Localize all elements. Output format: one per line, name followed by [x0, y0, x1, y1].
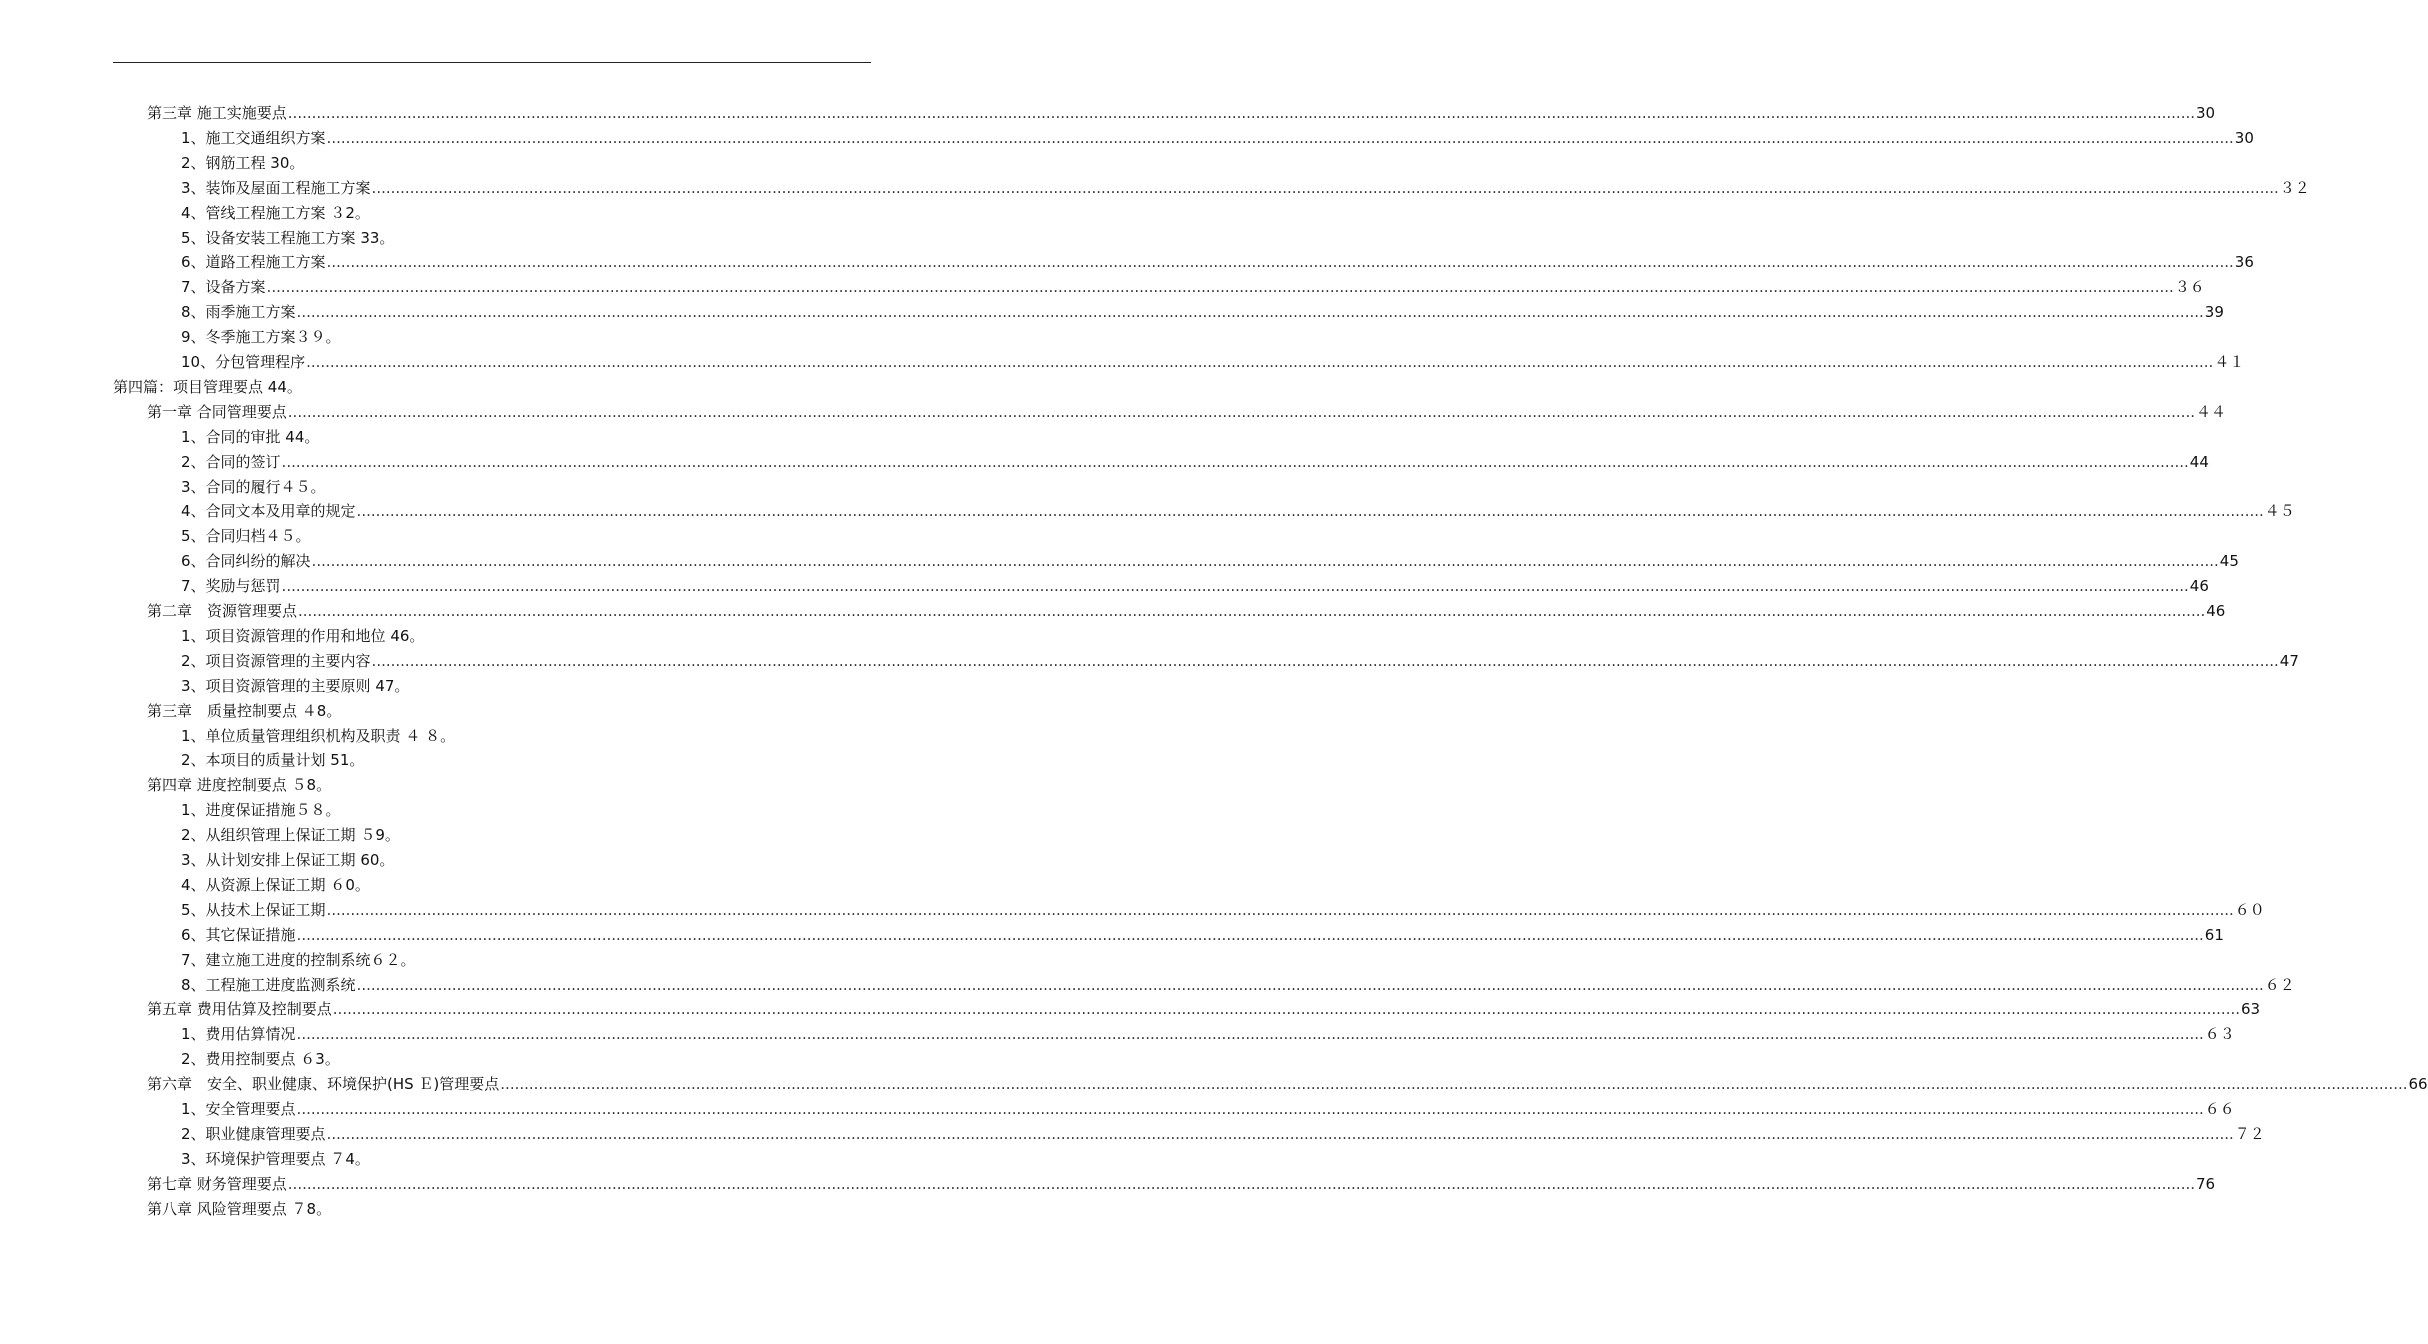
toc-entry-title: 8、雨季施工方案: [181, 303, 296, 322]
toc-entry: [181, 176, 2310, 201]
toc-entry-title: 1、项目资源管理的作用和地位 46。: [181, 626, 425, 645]
toc-entry-title: 第二章 资源管理要点: [147, 602, 298, 620]
toc-dot-leader: ................................................................................................................................................................................................................................................................................................................................................................................................................: [356, 975, 2264, 994]
toc-entry: [181, 425, 319, 450]
toc-dot-leader: ................................................................................................................................................................................................................................................................................................................................................................................................................: [371, 651, 2279, 670]
toc-entry-title: 第一章 合同管理要点: [147, 402, 287, 421]
toc-entry-title: 1、单位质量管理组织机构及职责 ４ ８。: [181, 726, 456, 745]
toc-entry: [181, 649, 2299, 674]
toc-dot-leader: ................................................................................................................................................................................................................................................................................................................................................................................................................: [296, 1100, 2204, 1118]
toc-entry-page: 44: [2189, 452, 2209, 471]
toc-entry-page: ６２: [2264, 975, 2295, 994]
toc-entry: [181, 226, 394, 251]
toc-entry-title: 4、从资源上保证工期 ６0。: [181, 875, 370, 894]
toc-dot-leader: ................................................................................................................................................................................................................................................................................................................................................................................................................: [326, 128, 2234, 147]
toc-entry-page: ６３: [2204, 1025, 2235, 1044]
toc-entry: [181, 973, 2295, 998]
toc-entry-title: 7、设备方案: [181, 278, 266, 297]
toc-dot-leader: ................................................................................................................................................................................................................................................................................................................................................................................................................: [326, 1124, 2234, 1143]
toc-entry-title: 3、合同的履行４５。: [181, 477, 326, 496]
header-rule: [113, 62, 871, 63]
toc-entry: [147, 1197, 331, 1222]
toc-entry-page: ７２: [2234, 1124, 2265, 1143]
toc-entry-title: 7、奖励与惩罚: [181, 577, 281, 596]
toc-entry: [181, 151, 304, 176]
toc-entry: [147, 773, 331, 798]
toc-entry: [181, 1122, 2265, 1147]
toc-entry-page: 61: [2204, 925, 2224, 944]
toc-entry-title: 4、合同文本及用章的规定: [181, 502, 356, 521]
toc-entry: [147, 1072, 2428, 1097]
toc-dot-leader: ................................................................................................................................................................................................................................................................................................................................................................................................................: [326, 900, 2234, 919]
toc-entry-page: 30: [2196, 104, 2216, 122]
toc-entry-page: ３６: [2174, 278, 2205, 297]
toc-entry-title: 10、分包管理程序: [181, 353, 306, 371]
toc-entry: [181, 948, 416, 973]
toc-entry: [181, 250, 2254, 275]
toc-entry-title: 2、职业健康管理要点: [181, 1124, 326, 1143]
toc-entry-title: 5、设备安装工程施工方案 33。: [181, 228, 395, 247]
toc-entry: [181, 724, 455, 749]
toc-entry-title: 7、建立施工进度的控制系统６２。: [181, 950, 416, 969]
toc-dot-leader: ................................................................................................................................................................................................................................................................................................................................................................................................................: [311, 552, 2219, 571]
toc-entry: [181, 325, 341, 350]
toc-entry: [181, 823, 400, 848]
toc-entry: [181, 201, 370, 226]
toc-entry: [181, 300, 2224, 325]
toc-entry-page: 46: [2206, 602, 2226, 620]
toc-entry-title: 6、合同纠纷的解决: [181, 552, 311, 571]
toc-entry: [181, 450, 2209, 475]
toc-dot-leader: ................................................................................................................................................................................................................................................................................................................................................................................................................: [332, 1000, 2241, 1019]
toc-dot-leader: ................................................................................................................................................................................................................................................................................................................................................................................................................: [296, 1025, 2204, 1044]
toc-entry: [181, 475, 326, 500]
toc-entry-page: ６０: [2234, 900, 2265, 919]
toc-entry-page: ４１: [2214, 353, 2245, 371]
toc-dot-leader: ................................................................................................................................................................................................................................................................................................................................................................................................................: [296, 925, 2204, 944]
toc-entry: [147, 1172, 2216, 1197]
toc-entry-title: 第六章 安全、职业健康、环境保护(HS Ｅ)管理要点: [147, 1075, 500, 1094]
toc-entry-page: 30: [2234, 128, 2254, 147]
toc-entry-title: 第三章 质量控制要点 ４8。: [147, 701, 342, 720]
toc-entry-page: 47: [2279, 651, 2299, 670]
toc-entry-page: 45: [2219, 552, 2239, 571]
toc-entry: [147, 599, 2226, 624]
toc-entry: [181, 848, 394, 873]
toc-entry: [181, 574, 2209, 599]
toc-entry-title: 第五章 费用估算及控制要点: [147, 1000, 332, 1019]
toc-entry: [181, 524, 311, 549]
toc-entry-page: 63: [2241, 1000, 2261, 1019]
toc-entry-page: 46: [2189, 577, 2209, 596]
toc-entry: [181, 549, 2239, 574]
toc-entry: [147, 997, 2261, 1022]
toc-entry: [147, 699, 341, 724]
toc-entry-title: 5、从技术上保证工期: [181, 900, 326, 919]
toc-entry-title: 2、合同的签订: [181, 452, 281, 471]
toc-entry-title: 1、费用估算情况: [181, 1025, 296, 1044]
toc-entry: [181, 898, 2265, 923]
toc-entry-title: 1、施工交通组织方案: [181, 128, 326, 147]
toc-dot-leader: ................................................................................................................................................................................................................................................................................................................................................................................................................: [266, 278, 2174, 297]
toc-entry-page: 66: [2408, 1075, 2428, 1094]
toc-entry-title: 3、项目资源管理的主要原则 47。: [181, 676, 410, 695]
toc-dot-leader: ................................................................................................................................................................................................................................................................................................................................................................................................................: [356, 502, 2264, 521]
toc-dot-leader: ................................................................................................................................................................................................................................................................................................................................................................................................................: [500, 1075, 2408, 1094]
toc-entry-page: 39: [2204, 303, 2224, 322]
toc-entry: [181, 798, 341, 823]
toc-entry: [181, 748, 364, 773]
toc-entry-title: 2、费用控制要点 ６3。: [181, 1050, 340, 1069]
toc-entry: [181, 624, 424, 649]
toc-entry-title: 2、本项目的质量计划 51。: [181, 751, 365, 770]
toc-dot-leader: ................................................................................................................................................................................................................................................................................................................................................................................................................: [287, 402, 2196, 421]
toc-dot-leader: ................................................................................................................................................................................................................................................................................................................................................................................................................: [298, 602, 2206, 620]
toc-entry: [181, 350, 2245, 375]
toc-entry-page: 76: [2196, 1174, 2216, 1193]
toc-entry-title: 5、合同归档４５。: [181, 527, 311, 546]
toc-entry-page: 36: [2234, 253, 2254, 272]
toc-dot-leader: ................................................................................................................................................................................................................................................................................................................................................................................................................: [281, 577, 2189, 596]
toc-entry: [181, 1047, 340, 1072]
toc-entry-title: 1、合同的审批 44。: [181, 427, 320, 446]
toc-entry-page: ３２: [2279, 178, 2310, 197]
toc-entry-title: 3、装饰及屋面工程施工方案: [181, 178, 371, 197]
toc-entry-title: 3、环境保护管理要点 ７4。: [181, 1149, 370, 1168]
toc-entry-title: 第三章 施工实施要点: [147, 104, 287, 122]
toc-dot-leader: ................................................................................................................................................................................................................................................................................................................................................................................................................: [281, 452, 2189, 471]
toc-entry-title: 1、安全管理要点: [181, 1100, 296, 1118]
toc-entry-title: 1、进度保证措施５８。: [181, 801, 341, 820]
toc-entry-page: ４４: [2196, 402, 2227, 421]
toc-entry-title: 第七章 财务管理要点: [147, 1174, 287, 1193]
toc-entry-title: 第四篇：项目管理要点 44。: [113, 377, 302, 396]
toc-entry-title: 6、其它保证措施: [181, 925, 296, 944]
toc-entry-title: 6、道路工程施工方案: [181, 253, 326, 272]
toc-entry: [147, 400, 2227, 425]
toc-entry-title: 3、从计划安排上保证工期 60。: [181, 851, 395, 869]
toc-entry-title: 2、从组织管理上保证工期 ５9。: [181, 826, 400, 845]
toc-entry-title: 2、钢筋工程 30。: [181, 153, 305, 172]
toc-entry: [181, 1097, 2235, 1122]
toc-entry: [181, 1022, 2235, 1047]
toc-entry-title: 8、工程施工进度监测系统: [181, 975, 356, 994]
toc-entry-title: 第八章 风险管理要点 ７8。: [147, 1199, 332, 1218]
toc-entry-title: 9、冬季施工方案３９。: [181, 328, 341, 347]
toc-dot-leader: ................................................................................................................................................................................................................................................................................................................................................................................................................: [296, 303, 2204, 322]
toc-entry-page: ６６: [2204, 1100, 2235, 1118]
toc-entry: [181, 873, 370, 898]
toc-entry-title: 第四章 进度控制要点 ５8。: [147, 776, 332, 795]
toc-entry: [181, 923, 2224, 948]
toc-entry: [181, 499, 2295, 524]
toc-entry: [181, 275, 2205, 300]
toc-dot-leader: ................................................................................................................................................................................................................................................................................................................................................................................................................: [371, 178, 2279, 197]
toc-entry: [181, 674, 409, 699]
toc-dot-leader: ................................................................................................................................................................................................................................................................................................................................................................................................................: [287, 1174, 2196, 1193]
toc-dot-leader: ................................................................................................................................................................................................................................................................................................................................................................................................................: [326, 253, 2234, 272]
toc-dot-leader: ................................................................................................................................................................................................................................................................................................................................................................................................................: [306, 353, 2214, 371]
toc-entry: [113, 375, 302, 400]
toc-entry: [181, 126, 2254, 151]
toc-entry: [181, 1147, 370, 1172]
toc-entry: [147, 101, 2216, 126]
toc-dot-leader: ................................................................................................................................................................................................................................................................................................................................................................................................................: [287, 104, 2196, 122]
toc-entry-title: 4、管线工程施工方案 ３2。: [181, 203, 370, 222]
toc-entry-page: ４５: [2264, 502, 2295, 521]
toc-entry-title: 2、项目资源管理的主要内容: [181, 651, 371, 670]
